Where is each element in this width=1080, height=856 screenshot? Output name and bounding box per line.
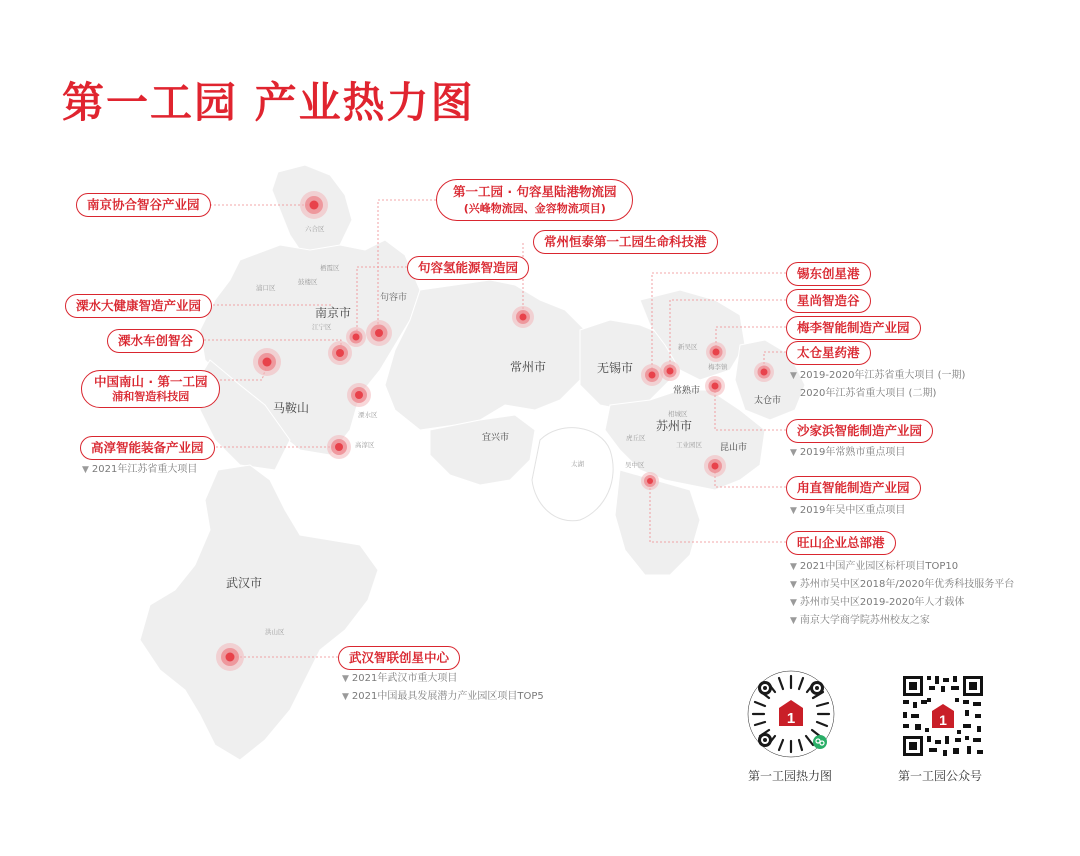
district-label: 虎丘区 [626,434,646,442]
city-label-wuhan: 武汉市 [226,576,263,590]
park-name: 星尚智造谷 [797,293,860,308]
trophy-icon: ▼ [342,692,349,702]
district-label: 栖霞区 [320,264,340,272]
award-note: ▼ 2021年武汉市重大项目 [342,673,458,684]
park-label-jurong-logistics[interactable] [436,179,633,221]
trophy-icon: ▼ [790,448,797,458]
wechat-account-qr[interactable] [901,674,985,758]
park-name: 溧水车创智谷 [118,333,194,348]
region-wuhan [140,465,378,760]
park-label-shajiabang[interactable] [786,419,933,443]
award-notes-shajiabang [790,444,905,462]
award-note: ▼ 苏州市吴中区2019-2020年人才载体 [790,597,965,608]
district-label: 新吴区 [678,343,698,351]
award-notes-taicang [790,367,965,403]
park-label-taicang[interactable] [786,341,871,365]
park-label-changzhou[interactable] [533,230,718,254]
city-label-wuxi: 无锡市 [597,361,634,375]
trophy-icon: ▼ [790,616,797,626]
park-label-nanshan[interactable] [81,370,220,408]
award-note: ▼ 2019年吴中区重点项目 [790,505,906,516]
trophy-icon: ▼ [790,580,797,590]
award-notes-wuhan [342,670,544,706]
award-note: ▼ 2021中国产业园区标杆项目TOP10 [790,561,959,572]
district-label: 洪山区 [265,628,285,636]
region-changzhou [385,280,595,430]
park-label-lishui-health[interactable] [65,294,212,318]
city-label-maanshan: 马鞍山 [273,401,310,415]
hotspot-xingshang [660,361,680,381]
park-name: 梅李智能制造产业园 [797,320,910,335]
trophy-icon: ▼ [82,465,89,475]
district-label: 相城区 [668,410,688,418]
award-note: 2020年江苏省重大项目 (二期) [799,388,937,399]
taihu-lake [532,428,613,521]
hotspot-gaochun [327,435,351,459]
award-note: ▼ 2019-2020年江苏省重大项目 (一期) [790,370,966,381]
park-subname: (兴峰物流园、金容物流项目) [463,202,606,215]
park-name: 沙家浜智能制造产业园 [797,423,923,438]
hotspot-wangshan [641,472,659,490]
hotspot-wuhan [216,643,244,671]
city-label-yixing: 宜兴市 [482,433,510,443]
park-name: 句容氢能源智造园 [418,260,519,275]
trophy-icon: ▼ [790,506,797,516]
hotspot-xidong [641,364,663,386]
park-label-xidong[interactable] [786,262,871,286]
wechat-mini-icon [813,735,827,749]
hotspot-meili [706,342,726,362]
city-label-changzhou: 常州市 [510,360,547,374]
park-label-xingshang[interactable] [786,289,871,313]
park-name: 旺山企业总部港 [797,535,885,550]
district-label: 鼓楼区 [298,278,318,286]
district-label: 六合区 [305,225,325,233]
park-label-yongzhi[interactable] [786,476,921,500]
park-name: 太仓星药港 [797,345,860,360]
city-label-nanjing: 南京市 [315,306,352,320]
hotspot-lishui-health [347,383,371,407]
hotspot-taicang [754,362,774,382]
park-name: 武汉智联创星中心 [349,650,450,665]
park-name: 高淳智能装备产业园 [91,440,204,455]
park-label-wuhan[interactable] [338,646,460,670]
district-label: 吴中区 [625,461,645,469]
park-name: 溧水大健康智造产业园 [76,298,202,313]
award-notes-wangshan [790,558,1014,630]
hotspot-nanjing-xiehe [300,191,328,219]
district-label: 工业园区 [676,441,702,449]
district-label: 浦口区 [256,284,276,292]
award-note: ▼ 2021中国最具发展潜力产业园区项目TOP5 [342,691,544,702]
hotspot-shajiabang [705,376,725,396]
city-label-changshu: 常熟市 [673,386,701,396]
city-label-taicang: 太仓市 [754,396,782,406]
park-label-jurong-hydrogen[interactable] [407,256,529,280]
city-label-jurong: 句容市 [380,293,408,303]
hotspot-lishui-car [328,341,352,365]
hotspot-changzhou [512,306,534,328]
award-note: ▼ 苏州市吴中区2018年/2020年优秀科技服务平台 [790,579,1015,590]
page-title: 第一工园 产业热力图 [62,78,475,127]
park-subname: 浦和智造科技园 [112,390,190,403]
park-name: 锡东创星港 [797,266,860,281]
award-note: ▼ 2021年江苏省重大项目 [82,464,198,475]
district-label: 梅李镇 [708,363,728,371]
qr-logo-digit: 1 [939,712,947,728]
park-name: 第一工园 · 句容星陆港物流园 [453,184,617,199]
district-label: 太湖 [571,460,584,468]
trophy-icon: ▼ [342,674,349,684]
award-notes-yongzhi [790,502,905,520]
trophy-icon: ▼ [790,371,797,381]
district-label: 溧水区 [358,411,378,419]
award-note: ▼ 南京大学商学院苏州校友之家 [790,615,930,626]
qr-logo-digit: 1 [786,710,796,727]
park-label-wangshan[interactable] [786,531,896,555]
award-note: ▼ 2019年常熟市重点项目 [790,447,906,458]
trophy-icon: ▼ [790,598,797,608]
hotspot-jurong-logistics [366,320,392,346]
hotspot-jurong-hydrogen [346,327,366,347]
park-name: 南京协合智谷产业园 [87,197,200,212]
award-notes-gaochun [82,461,197,479]
hotspot-yongzhi [704,455,726,477]
park-name: 中国南山 · 第一工园 [94,374,208,389]
park-name: 甪直智能制造产业园 [797,480,910,495]
miniprogram-code[interactable] [747,670,835,758]
park-name: 常州恒泰第一工园生命科技港 [544,234,707,249]
city-label-suzhou: 苏州市 [656,419,693,433]
miniprogram-caption: 第一工园热力图 [748,769,833,783]
park-label-gaochun[interactable] [80,436,215,460]
district-label: 高淳区 [355,441,375,449]
account-caption: 第一工园公众号 [898,769,983,783]
park-label-meili[interactable] [786,316,921,340]
park-label-lishui-car[interactable] [107,329,204,353]
park-label-nanjing-xiehe[interactable] [76,193,211,217]
city-label-kunshan: 昆山市 [720,443,748,453]
trophy-icon: ▼ [790,562,797,572]
hotspot-nanshan [253,348,281,376]
district-label: 江宁区 [312,323,332,331]
